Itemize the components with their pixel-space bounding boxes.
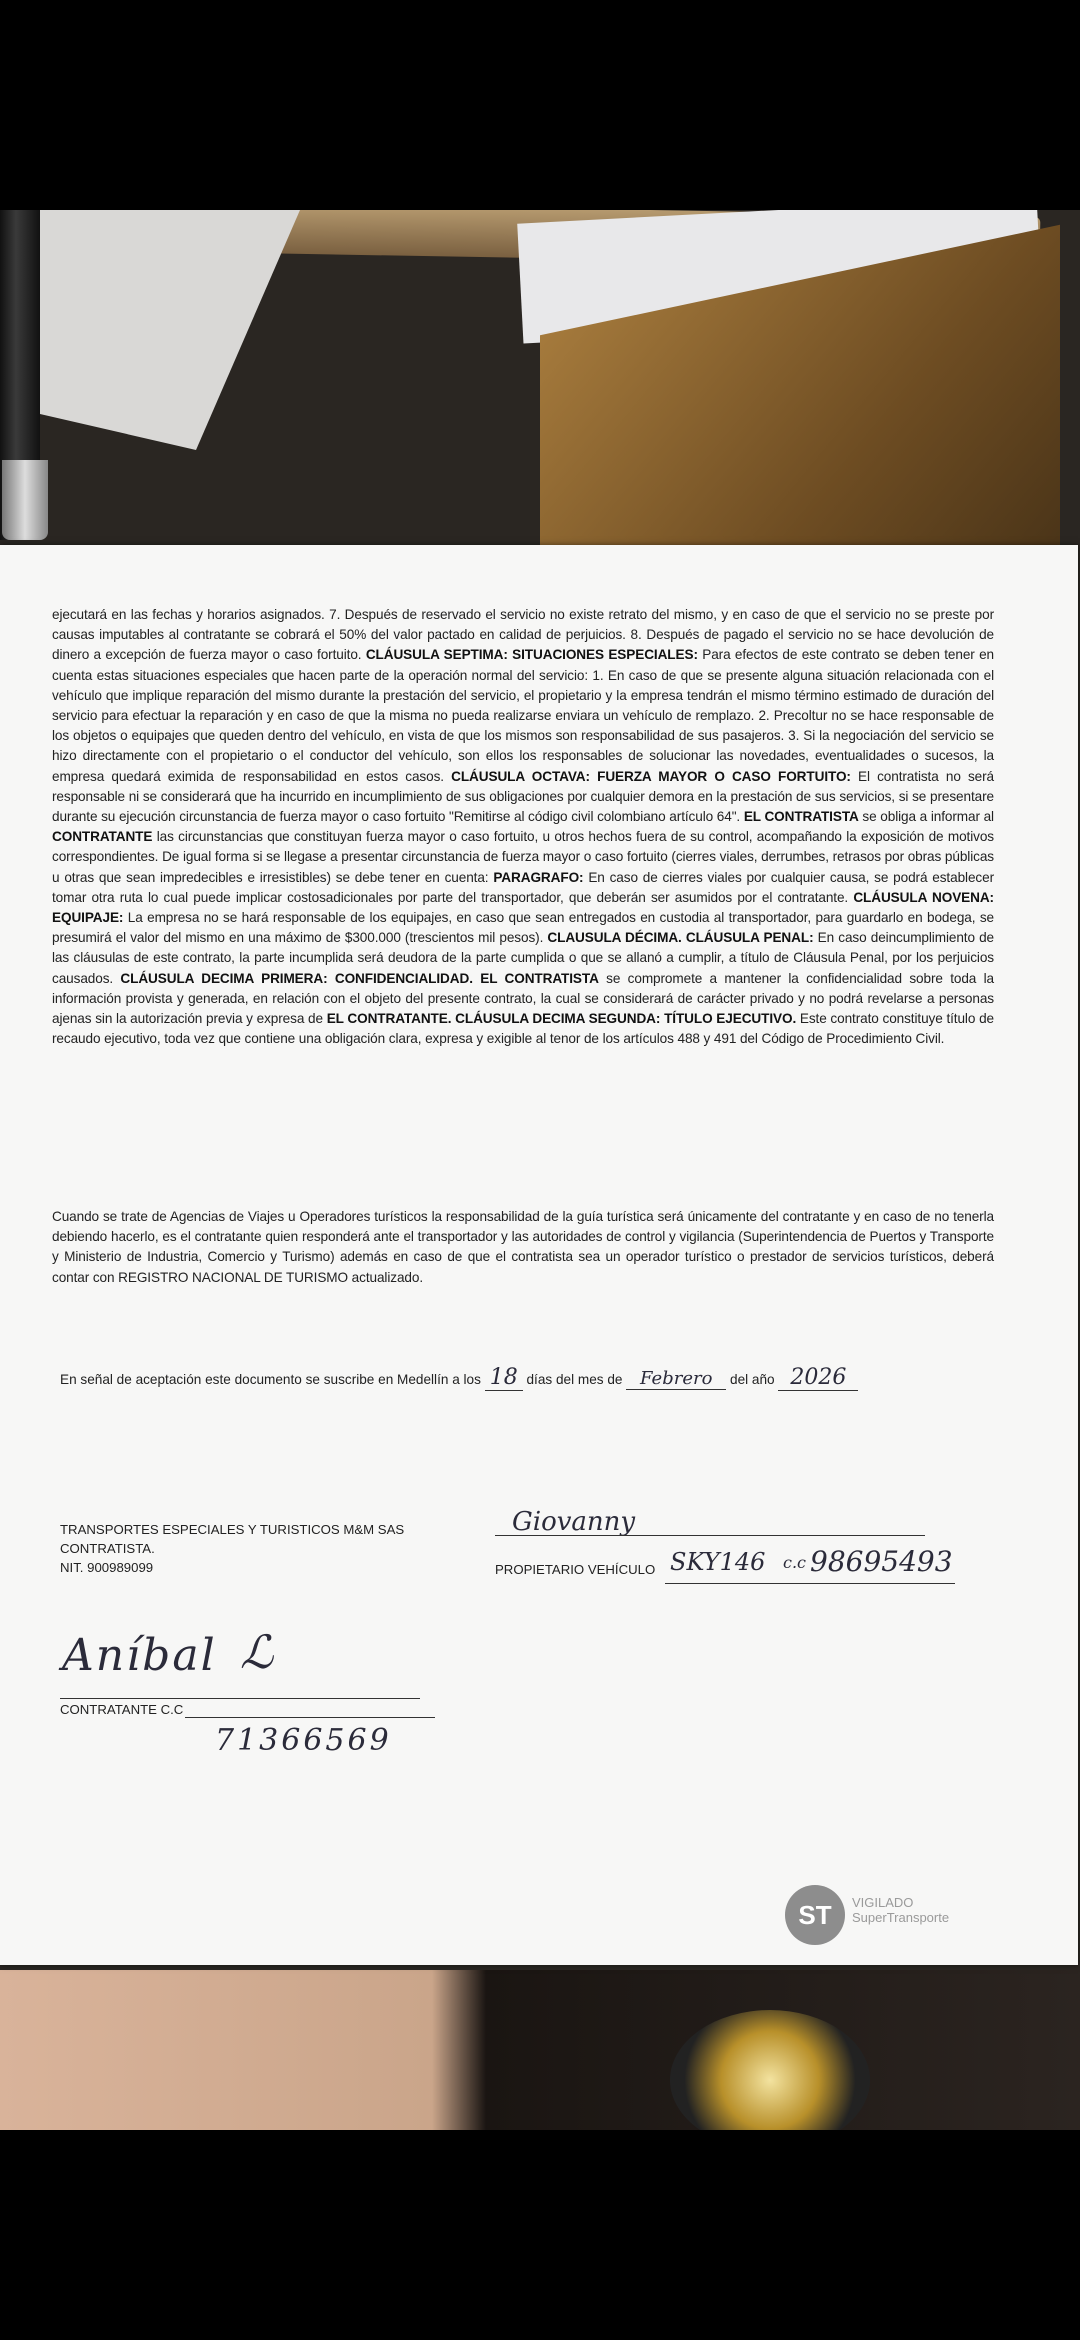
owner-plate: SKY146 <box>670 1548 766 1576</box>
company-name: TRANSPORTES ESPECIALES Y TURISTICOS M&M SAS <box>60 1522 405 1537</box>
contract-page <box>0 545 1078 1965</box>
acceptance-text: del año <box>730 1372 775 1387</box>
supertransporte-label <box>852 1895 949 1925</box>
acceptance-line <box>60 1365 858 1391</box>
party-name: CONTRATANTE <box>52 829 153 845</box>
owner-id-line <box>665 1583 955 1584</box>
clause-title: CLÁUSULA OCTAVA: FUERZA MAYOR O CASO FORTUITO: <box>451 768 851 784</box>
contratista-block <box>60 1520 404 1577</box>
clause-title: CLÁUSULA NOVENA: EQUIPAJE: <box>52 889 994 926</box>
company-role: CONTRATISTA. <box>60 1541 155 1556</box>
clause-title: CLÁUSULA DECIMA PRIMERA: CONFIDENCIALIDAD. EL CONTRATISTA <box>120 970 599 986</box>
logo-line-2: SuperTransporte <box>852 1910 950 1925</box>
clause-text: Para efectos de este contrato se deben tener en cuenta estas situaciones especiales que hacen parte de la operación normal del servicio: 1. En caso de que se presente alguna situación relacionada con el vehículo que implique reparación del mismo durante la prestación del servicio, el propietario y la empresa tendrán el mismo término estimado de duración del servicio para efectuar la reparación y en caso de que la misma no pueda realizarse enviara un vehículo de remplazo. 2. Precoltur no se hace responsable de los objetos o equipajes que queden dentro del vehículo, en vista de que los mismos son responsabilidad de sus pasajeros. 3. Si la negociación del servicio se hizo directamente con el propietario o el conductor del vehículo, son ellos los responsables de solucionar las novedades, eventualidades o sucesos, la empresa quedará eximida de responsabilidad en estos casos. <box>52 647 994 784</box>
clause-text: El contratista no será responsable ni se considerará que ha incurrido en incumplimiento de sus obligaciones por cualquier demora en la prestación de sus servicios, si se presentare durante su ejecución circunstancia de fuerza mayor o caso fortuito "Remitirse al código civil colombiano artículo 64". <box>52 768 994 825</box>
pen-tip <box>2 460 48 540</box>
logo-line-1: VIGILADO <box>852 1895 914 1910</box>
clause-text: se obliga a informar al <box>858 809 994 825</box>
clause-text: La empresa no se hará responsable de los equipajes, en caso que sean entregados en custodia al transportador, para guardarlo en bodega, se presumirá el valor del mismo en una máximo de $300.000 (trescientos mil pesos). <box>52 910 994 946</box>
acceptance-text: días del mes de <box>526 1372 623 1387</box>
contratante-signature: Aníbal <box>62 1630 217 1681</box>
day-field <box>485 1365 523 1391</box>
clause-title: PARAGRAFO: <box>493 869 584 885</box>
year-field <box>778 1365 858 1391</box>
day-value: 18 <box>489 1365 518 1390</box>
contratante-id-line <box>185 1717 435 1718</box>
owner-cc: 98695493 <box>810 1545 953 1578</box>
contratante-cc: 71366569 <box>215 1723 392 1758</box>
clause-title: CLÁUSULA SEPTIMA: SITUACIONES ESPECIALES: <box>365 647 698 663</box>
month-field <box>626 1368 726 1390</box>
clause-text: En caso de cierres viales por cualquier causa, se podrá establecer tomar otra ruta lo cual puede implicar costosadicionales por parte del transportador, que deberán ser asumidos por el contratante. <box>52 869 994 905</box>
clause-title: EL CONTRATANTE. CLÁUSULA DECIMA SEGUNDA: TÍTULO EJECUTIVO. <box>326 1011 797 1027</box>
table-surface <box>0 1970 1080 2130</box>
tourism-paragraph: Cuando se trate de Agencias de Viajes u Operadores turísticos la responsabilidad de la guía turística será únicamente del contratante y en caso de no tenerla debiendo hacerlo, es el contratante quien responderá ante el transportador y las autoridades de control y vigilancia (Superintendencia de Puertos y Transporte y Ministerio de Industria, Comercio y Turismo) además en caso de que el contratista sea un operador turístico o prestador de servicios turísticos, deberá contar con REGISTRO NACIONAL DE TURISMO actualizado. <box>52 1209 994 1285</box>
clause-text: se compromete a mantener la confidencialidad sobre toda la información provista y generada, en relación con el objeto del presente contrato, la cual se considerará de carácter privado y no podrá revelarse a personas ajenas sin la autorización previa y expresa de <box>52 970 994 1027</box>
owner-cc-prefix: c.c <box>783 1553 807 1572</box>
party-name: EL CONTRATISTA <box>743 809 859 825</box>
owner-label: PROPIETARIO VEHÍCULO <box>495 1562 656 1577</box>
month-value: Febrero <box>640 1368 713 1389</box>
clause-text: las circunstancias que constituyan fuerza mayor o caso fortuito, u otros hechos fuera de su control, acompañando la exposición de motivos correspondientes. De igual forma si se llegase a presentar circunstancia de fuerza mayor o caso fortuito (cierres viales, derrumbes, retrasos por obras públicas u otras que sean impredecibles e irresistibles) se debe tener en cuenta: <box>52 829 994 885</box>
clause-title: CLAUSULA DÉCIMA. CLÁUSULA PENAL: <box>547 930 814 946</box>
contract-clauses <box>52 605 994 1049</box>
contratante-signature-line <box>60 1698 420 1699</box>
signature-flourish: ℒ <box>240 1625 274 1679</box>
contratante-label: CONTRATANTE C.C <box>60 1702 184 1717</box>
background-paper <box>40 210 300 450</box>
acceptance-text: En señal de aceptación este documento se suscribe en Medellín a los <box>60 1372 481 1387</box>
owner-signature-line <box>495 1535 925 1536</box>
owner-signature: Giovanny <box>512 1507 636 1537</box>
year-value: 2026 <box>790 1365 847 1390</box>
clause-text: En caso deincumplimiento de las cláusulas de este contrato, la parte incumplida será deudora de la parte cumplida o que se allanó a cumplir, a título de Cláusula Penal, por los perjuicios causados. <box>52 930 994 986</box>
clause-text: ejecutará en las fechas y horarios asignados. 7. Después de reservado el servicio no existe retrato del mismo, y en caso de que el servicio no se preste por causas imputables al contratante se cobrará el 50% del valor pactado en calidad de perjuicios. 8. Después de pagado el servicio no se hace devolución de dinero a excepción de fuerza mayor o caso fortuito. <box>52 607 994 663</box>
supertransporte-logo: ST <box>785 1885 845 1945</box>
clause-text: Este contrato constituye título de recaudo ejecutivo, toda vez que contiene una obligación clara, expresa y exigible al tenor de los artículos 488 y 491 del Código de Procedimiento Civil. <box>52 1011 994 1047</box>
company-nit: NIT. 900989099 <box>60 1560 154 1575</box>
